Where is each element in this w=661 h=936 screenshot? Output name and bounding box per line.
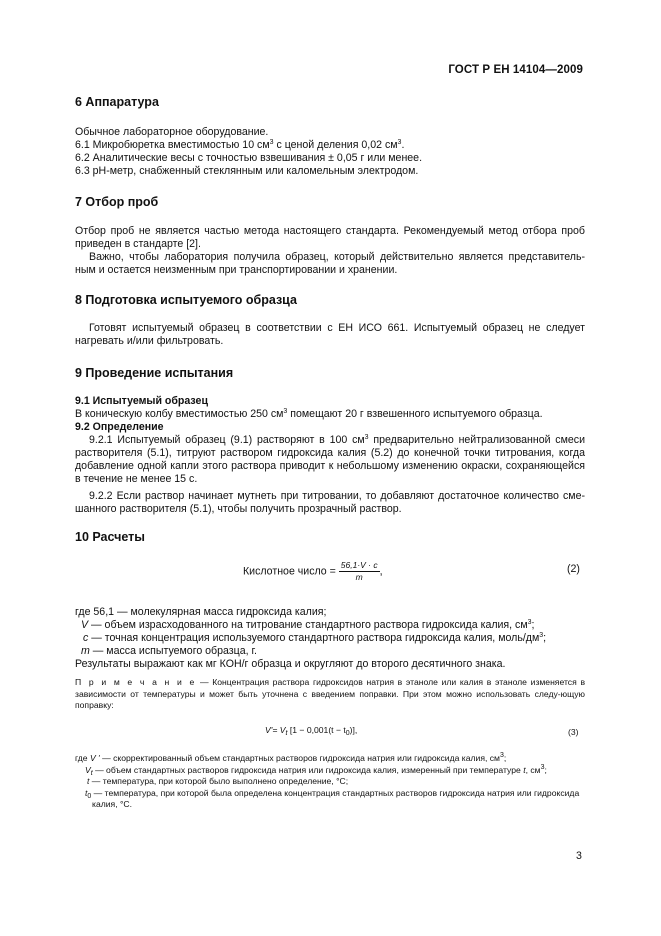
formula-3: $V'= V_t$ $[1 - 0,001(t - t_0)]$,: [265, 725, 358, 737]
formula-2-legend: где 56,1 — молекулярная масса гидроксида калия; V — объем израсходованного на титрование стандартного раствора гидроксида калия, $см^3$; c — точная концентрация используемого стандартного раствора гидроксида калия, моль/$дм^3$; m — масса испытуемого образца, г. Результаты выражают как мг КОН/г образца и округляют до второго десятичного знака.: [75, 606, 590, 671]
section-6-item-2: 6.2 Аналитические весы с точностью взвешивания ± 0,05 г или менее.: [75, 152, 423, 164]
subsection-9-1-text: В коническую колбу вместимостью 250 $см^3$ помещают 20 г взвешенного испытуемого образца.: [75, 408, 543, 420]
formula-3-legend: где V ' — скорректированный объем стандартных растворов гидроксида натрия или гидроксида калия, $см^3$; $V_t$ — объем стандартных растворов гидроксида натрия или гидроксида калия, измеренный при температуре t, $см^3$; t — температура, при которой было выполнено определение, °С; $t_0$ — температура, при которой была определена концентрация стандартных растворов гидроксида натрия или гидроксида калия, °С.: [75, 752, 580, 810]
section-6-body: [75, 126, 585, 178]
section-7-body: [75, 225, 585, 277]
clause-9-2-2: 9.2.2 Если раствор начинает мутнеть при титровании, то добавляют достаточное количество сме-шанного растворителя (5.1), чтобы получить прозрачный раствор.: [75, 490, 585, 515]
subsection-9-1-heading: 9.1 Испытуемый образец: [75, 395, 208, 407]
formula-2: Кислотное число = $\frac{56,1\cdot V \cdot c}{m}$ ,: [243, 560, 383, 582]
subsection-9-2-heading: 9.2 Определение: [75, 421, 164, 433]
section-7-heading: 7 Отбор проб: [75, 195, 159, 209]
formula-2-number: (2): [567, 563, 580, 575]
section-8-heading: 8 Подготовка испытуемого образца: [75, 293, 297, 307]
section-7-paragraph-2: Важно, чтобы лаборатория получила образец, который действительно является представитель-ным и остается неизменным при транспортировании и хранении.: [75, 251, 585, 276]
note-label: П р и м е ч а н и е: [75, 677, 197, 687]
section-9-heading: 9 Проведение испытания: [75, 366, 234, 380]
page-number: 3: [576, 850, 582, 862]
formula-2-fraction: $\frac{56,1\cdot V \cdot c}{m}$: [340, 560, 378, 582]
section-6-intro: Обычное лабораторное оборудование.: [75, 126, 269, 138]
result-rounding-text: Результаты выражают как мг КОН/г образца и округляют до второго десятичного знака.: [75, 658, 506, 670]
section-6-item-3: 6.3 рН-метр, снабженный стеклянным или каломельным электродом.: [75, 165, 419, 177]
section-7-paragraph-1: Отбор проб не является частью метода настоящего стандарта. Рекомендуемый метод отбора проб приведен в стандарте [2].: [75, 225, 585, 250]
section-6-heading: 6 Аппаратура: [75, 95, 159, 109]
standard-designation: ГОСТ Р ЕН 14104—2009: [448, 64, 583, 76]
section-6-item-1: 6.1 Микробюретка вместимостью 10 $см^3$ с ценой деления 0,02 $см^3$.: [75, 139, 405, 151]
section-9-body: [75, 395, 585, 516]
formula-3-number: (3): [568, 727, 579, 737]
clause-9-2-1: 9.2.1 Испытуемый образец (9.1) растворяют в 100 $см^3$ предварительно нейтрализованной смеси растворителя (5.1), титруют раствором гидроксида калия (5.2) до конечной точки титрования, когда добавление одной капли этого раствора приводит к небольшому изменению окраски, сохраняющейся в течение не менее 15 с.: [75, 434, 585, 485]
section-10-heading: 10 Расчеты: [75, 530, 145, 544]
note-paragraph: П р и м е ч а н и е — Концентрация раствора гидроксидов натрия в этаноле или калия в этаноле изменяется в зависимости от температуры и может быть уточнена с введением поправки. При этом можно использовать следу-ющую поправку:: [75, 677, 586, 711]
section-8-body: Готовят испытуемый образец в соответствии с ЕН ИСО 661. Испытуемый образец не следует нагревать и/или фильтровать.: [75, 322, 585, 347]
